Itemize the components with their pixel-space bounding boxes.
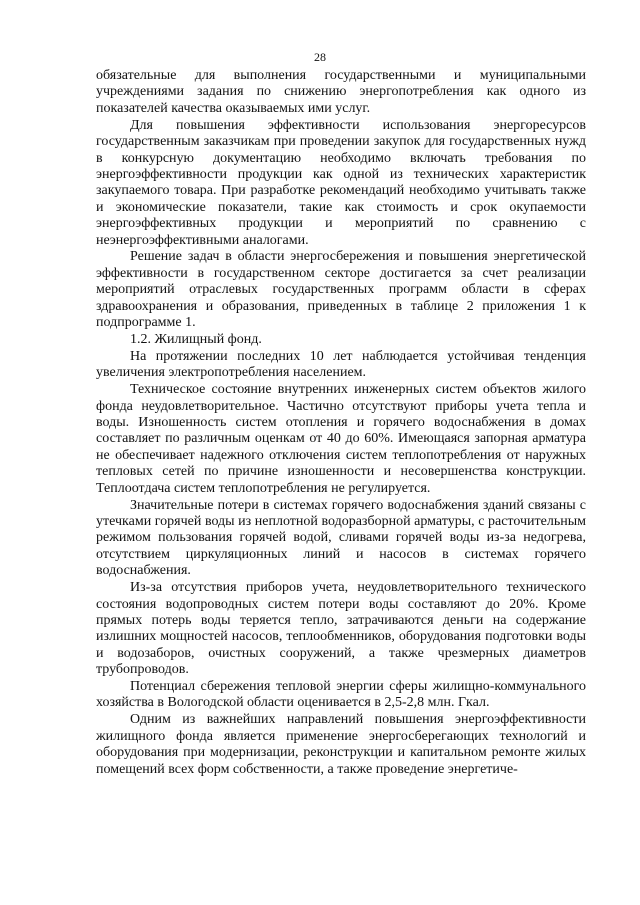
paragraph-9: Одним из важнейших направлений повышения энергоэффективности жилищного фонда является применение энергосберегающих технологий и оборудования при модернизации, реконструкции и капитальном ремонте жилых помещений всех форм собственности, а также проведение энергетиче-	[96, 712, 586, 777]
paragraph-8: Потенциал сбережения тепловой энергии сферы жилищно-коммунального хозяйства в Вологодской области оценивается в 2,5-2,8 млн. Гкал.	[96, 679, 586, 711]
paragraph-4: На протяжении последних 10 лет наблюдается устойчивая тенденция увеличения электропотребления населением.	[96, 348, 586, 381]
document-body	[96, 68, 586, 778]
paragraph-2: Для повышения эффективности использования энергоресурсов государственным заказчикам при проведении закупок для государственных нужд в конкурсную документацию необходимо включать требования по энергоэффективности продукции как одной из технических характеристик закупаемого товара. При разработке рекомендаций необходимо учитывать также и экономические показатели, такие как стоимость и срок окупаемости энергоэффективных продукции и мероприятий по сравнению с неэнергоэффективными аналогами.	[96, 117, 586, 248]
paragraph-3: Решение задач в области энергосбережения и повышения энергетической эффективности в государственном секторе достигается за счет реализации мероприятий отраслевых государственных программ области в сферах здравоохранения и образования, приведенных в таблице 2 приложения 1 к подпрограмме 1.	[96, 249, 586, 331]
paragraph-6: Значительные потери в системах горячего водоснабжения зданий связаны с утечками горячей воды из неплотной водоразборной арматуры, с расточительным режимом пользования горячей водой, сливами горячей воды из-за недогрева, отсутствием циркуляционных линий и насосов в системах горячего водоснабжения.	[96, 497, 586, 579]
section-heading: 1.2. Жилищный фонд.	[130, 332, 262, 347]
paragraph-5: Техническое состояние внутренних инженерных систем объектов жилого фонда неудовлетворительное. Частично отсутствуют приборы учета тепла и воды. Изношенность систем отопления и горячего водоснабжения в домах составляет по различным оценкам от 40 до 60%. Имеющаяся запорная арматура не обеспечивает надежного отключения систем теплопотребления от наружных тепловых сетей по причине изношенности и несовершенства конструкции. Теплоотдача систем теплопотребления не регулируется.	[96, 382, 586, 496]
paragraph-1: обязательные для выполнения государственными и муниципальными учреждениями задания по снижению энергопотребления как одного из показателей качества оказываемых ими услуг.	[96, 68, 586, 116]
page-number: 28	[314, 50, 326, 64]
paragraph-7: Из-за отсутствия приборов учета, неудовлетворительного технического состояния водопроводных систем потери воды составляют до 20%. Кроме прямых потерь воды теряется тепло, затрачиваются деньги на содержание излишних мощностей насосов, теплообменников, оборудования подготовки воды и водозаборов, очистных сооружений, а также чрезмерных диаметров трубопроводов.	[96, 580, 586, 678]
